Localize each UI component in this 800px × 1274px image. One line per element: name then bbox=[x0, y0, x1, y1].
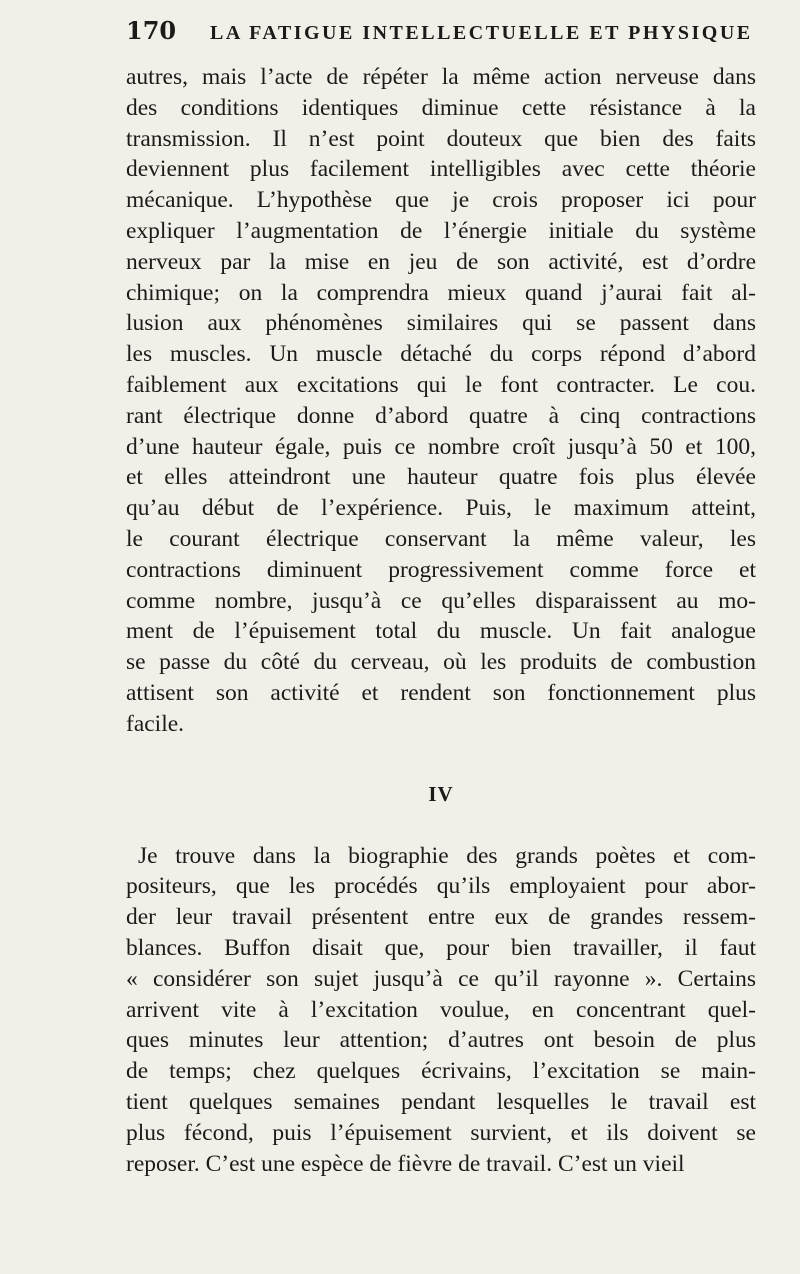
text-line: « considérer son sujet jusqu’à ce qu’il rayonne ». Certains bbox=[126, 965, 756, 992]
running-head bbox=[126, 16, 756, 56]
text-line: nerveux par la mise en jeu de son activité, est d’ordre bbox=[126, 248, 756, 275]
text-line: transmission. Il n’est point douteux que bien des faits bbox=[126, 125, 756, 152]
text-line: der leur travail présentent entre eux de grandes ressem- bbox=[126, 904, 756, 931]
text-line: comme nombre, jusqu’à ce qu’elles disparaissent au mo- bbox=[126, 587, 756, 614]
paragraph-1 bbox=[126, 62, 756, 740]
running-title: LA FATIGUE INTELLECTUELLE ET PHYSIQUE bbox=[210, 22, 753, 44]
text-line: arrivent vite à l’excitation voulue, en concentrant quel- bbox=[126, 996, 756, 1023]
text-line: mécanique. L’hypothèse que je crois proposer ici pour bbox=[126, 187, 756, 214]
text-line: faiblement aux excitations qui le font contracter. Le cou. bbox=[126, 371, 756, 398]
text-line: d’une hauteur égale, puis ce nombre croît jusqu’à 50 et 100, bbox=[126, 433, 756, 460]
paragraph-2 bbox=[126, 841, 756, 1180]
text-line: chimique; on la comprendra mieux quand j’aurai fait al- bbox=[126, 279, 756, 306]
page-number: 170 bbox=[126, 16, 177, 45]
text-line: Je trouve dans la biographie des grands poètes et com- bbox=[138, 842, 756, 869]
text-line: qu’au début de l’expérience. Puis, le maximum atteint, bbox=[126, 495, 756, 522]
text-line: facile. bbox=[126, 710, 185, 737]
text-line: blances. Buffon disait que, pour bien travailler, il faut bbox=[126, 934, 756, 961]
text-line: reposer. C’est une espèce de fièvre de travail. C’est un vieil bbox=[126, 1150, 685, 1177]
text-line: les muscles. Un muscle détaché du corps répond d’abord bbox=[126, 341, 756, 368]
text-line: attisent son activité et rendent son fonctionnement plus bbox=[126, 679, 756, 706]
text-line: tient quelques semaines pendant lesquelles le travail est bbox=[126, 1088, 756, 1115]
text-line: se passe du côté du cerveau, où les produits de combustion bbox=[126, 649, 756, 676]
text-line: et elles atteindront une hauteur quatre fois plus élevée bbox=[126, 464, 756, 491]
text-line: plus fécond, puis l’épuisement survient, et ils doivent se bbox=[126, 1119, 756, 1146]
text-line: autres, mais l’acte de répéter la même action nerveuse dans bbox=[126, 64, 756, 90]
text-line: des conditions identiques diminue cette résistance à la bbox=[126, 94, 756, 121]
text-line: le courant électrique conservant la même valeur, les bbox=[126, 525, 756, 552]
text-line: expliquer l’augmentation de l’énergie initiale du système bbox=[126, 217, 756, 244]
text-line: deviennent plus facilement intelligibles avec cette théorie bbox=[126, 156, 756, 183]
text-line: ment de l’épuisement total du muscle. Un fait analogue bbox=[126, 618, 756, 645]
text-line: rant électrique donne d’abord quatre à cinq contractions bbox=[126, 402, 756, 429]
text-line: ques minutes leur attention; d’autres ont besoin de plus bbox=[126, 1027, 756, 1054]
text-line: de temps; chez quelques écrivains, l’excitation se main- bbox=[126, 1058, 756, 1085]
text-line: contractions diminuent progressivement comme force et bbox=[126, 556, 756, 583]
text-line: positeurs, que les procédés qu’ils employaient pour abor- bbox=[126, 873, 756, 900]
text-line: lusion aux phénomènes similaires qui se passent dans bbox=[126, 310, 756, 337]
section-number: IV bbox=[428, 781, 454, 806]
